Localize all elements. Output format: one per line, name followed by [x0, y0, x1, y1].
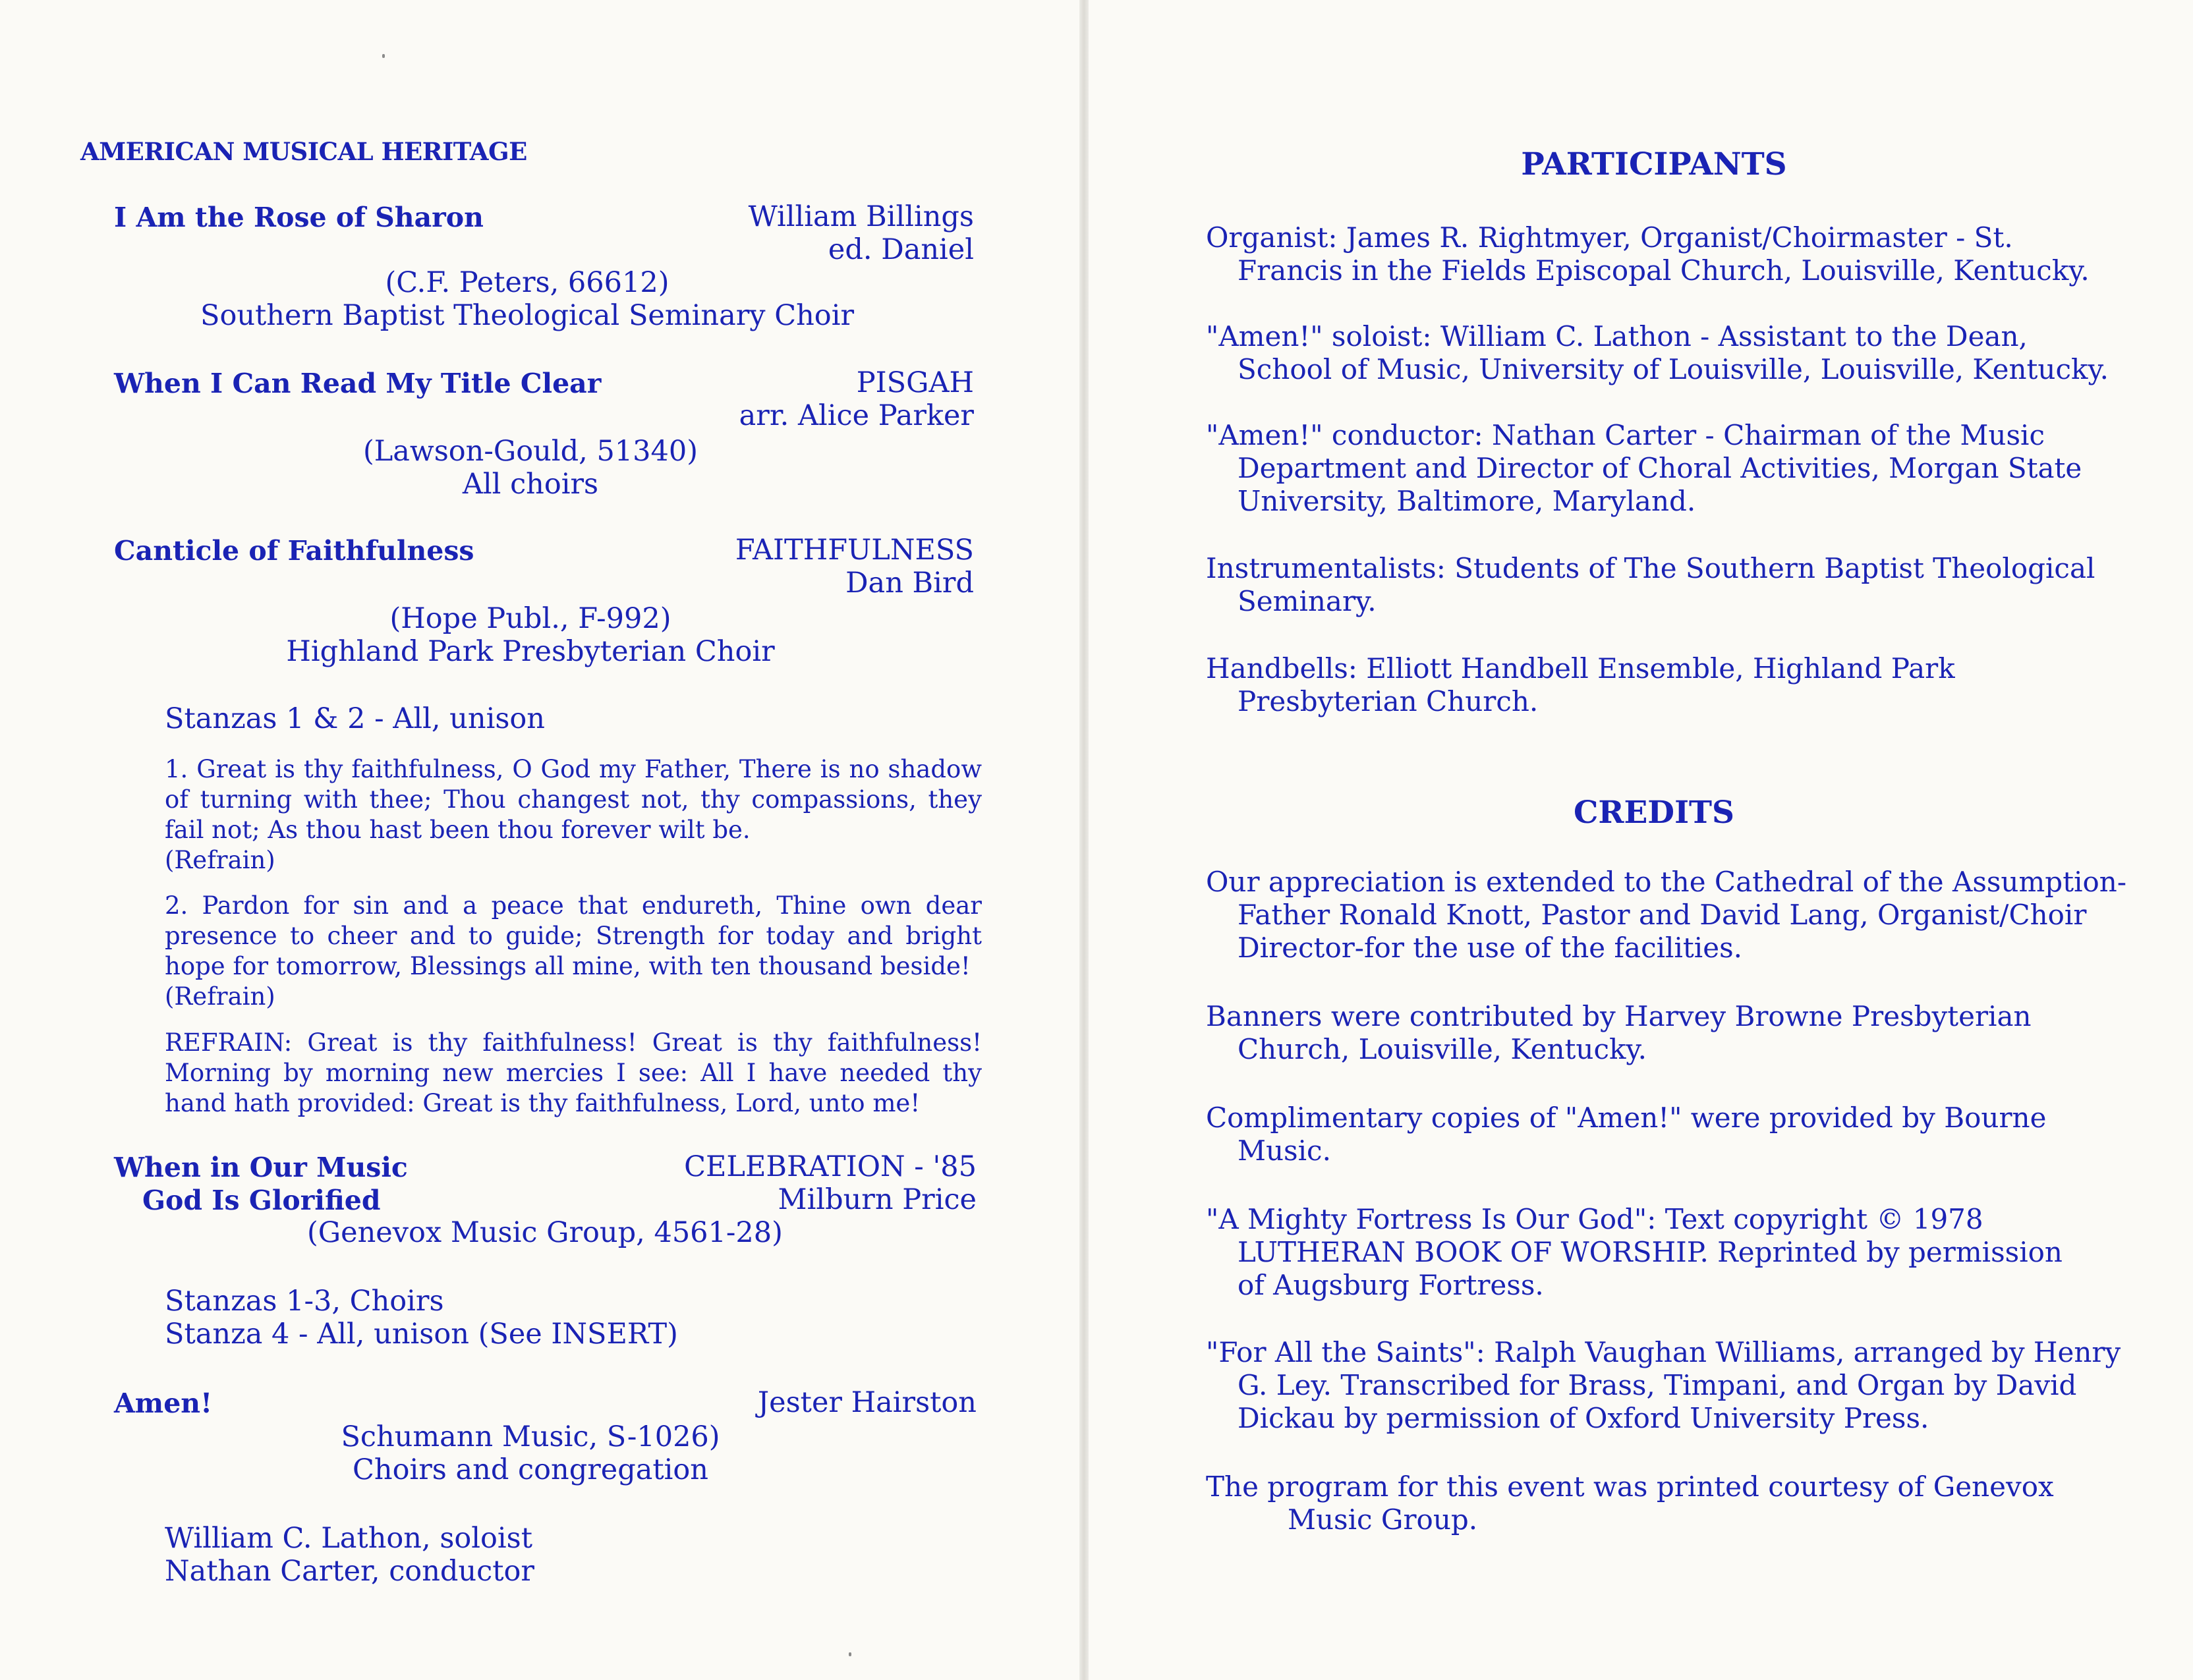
piece-tune-name: FAITHFULNESS — [735, 534, 974, 567]
piece-title: I Am the Rose of Sharon — [114, 202, 484, 233]
piece-composer: Dan Bird — [845, 567, 974, 600]
credits-heading: CREDITS — [1574, 795, 1734, 831]
page-fold — [1079, 0, 1089, 1680]
performance-note: Stanza 4 - All, unison (See INSERT) — [165, 1318, 678, 1351]
piece-publisher: (Genevox Music Group, 4561-28) — [307, 1216, 783, 1249]
scan-speck — [849, 1652, 851, 1656]
participant-organist: Organist: James R. Rightmyer, Organist/Choirmaster - St. Francis in the Fields Episcopal Church, Louisville, Kentucky. — [1206, 221, 2090, 287]
refrain-label: (Refrain) — [165, 846, 275, 874]
piece-publisher: (Hope Publ., F-992) — [389, 602, 671, 635]
piece-tune-name: PISGAH — [856, 366, 974, 399]
piece-title: When I Can Read My Title Clear — [114, 368, 602, 399]
piece-publisher: Schumann Music, S-1026) — [341, 1420, 720, 1453]
piece-composer: Milburn Price — [778, 1183, 977, 1216]
piece-composer: Jester Hairston — [757, 1386, 977, 1419]
hymn-refrain: REFRAIN: Great is thy faithfulness! Great is thy faithfulness! Morning by morning new mercies I see: All I have needed thy hand hath provided: Great is thy faithfulness, Lord, unto me! — [165, 1028, 982, 1117]
piece-performer: Choirs and congregation — [352, 1453, 709, 1486]
performance-note: Stanzas 1-3, Choirs — [165, 1285, 444, 1318]
participant-soloist: "Amen!" soloist: William C. Lathon - Assistant to the Dean, School of Music, University of Louisville, Louisville, Kentucky. — [1206, 320, 2109, 385]
piece-editor: ed. Daniel — [828, 233, 974, 266]
participants-heading: PARTICIPANTS — [1521, 146, 1787, 182]
piece-title: When in Our Music — [114, 1152, 408, 1183]
piece-performer: Southern Baptist Theological Seminary Choir — [200, 299, 855, 332]
piece-title: Canticle of Faithfulness — [114, 535, 474, 567]
credit-copies: Complimentary copies of "Amen!" were provided by Bourne Music. — [1206, 1102, 2047, 1167]
credit-banners: Banners were contributed by Harvey Browne Presbyterian Church, Louisville, Kentucky. — [1206, 1000, 2032, 1065]
piece-title: Amen! — [114, 1387, 213, 1419]
credit-program-printing: The program for this event was printed courtesy of Genevox Music Group. — [1206, 1470, 2054, 1536]
hymn-stanza-2: 2. Pardon for sin and a peace that endureth, Thine own dear presence to cheer and to guide; Strength for today and bright hope for tomorrow, Blessings all mine, with ten thousand beside! (Refrain) — [165, 891, 982, 1011]
participant-handbells: Handbells: Elliott Handbell Ensemble, Highland Park Presbyterian Church. — [1206, 652, 1955, 717]
piece-arranger: arr. Alice Parker — [739, 399, 974, 432]
section-title: AMERICAN MUSICAL HERITAGE — [80, 137, 527, 166]
conductor-credit: Nathan Carter, conductor — [165, 1555, 534, 1588]
piece-publisher: (C.F. Peters, 66612) — [385, 266, 669, 299]
piece-tune-name: CELEBRATION - '85 — [684, 1150, 977, 1183]
credit-for-all-the-saints: "For All the Saints": Ralph Vaughan Williams, arranged by Henry G. Ley. Transcribed for Brass, Timpani, and Organ by David Dickau by permission of Oxford University Press. — [1206, 1336, 2121, 1434]
participant-instrumentalists: Instrumentalists: Students of The Southern Baptist Theological Seminary. — [1206, 552, 2095, 617]
piece-performer: Highland Park Presbyterian Choir — [286, 635, 775, 668]
hymn-stanza-1: 1. Great is thy faithfulness, O God my Father, There is no shadow of turning with thee; Thou changest not, thy compassions, they fail not; As thou hast been thou forever wilt be. (Refrain) — [165, 755, 982, 874]
soloist-credit: William C. Lathon, soloist — [165, 1522, 533, 1555]
scan-speck — [382, 54, 385, 58]
performance-note: Stanzas 1 & 2 - All, unison — [165, 702, 545, 735]
piece-performer: All choirs — [462, 468, 599, 501]
refrain-label: (Refrain) — [165, 982, 275, 1011]
piece-title-continued: God Is Glorified — [142, 1185, 381, 1216]
credit-cathedral: Our appreciation is extended to the Cathedral of the Assumption- Father Ronald Knott, Pastor and David Lang, Organist/Choir Director-for the use of the facilities. — [1206, 866, 2127, 964]
credit-mighty-fortress: "A Mighty Fortress Is Our God": Text copyright © 1978 LUTHERAN BOOK OF WORSHIP. Reprinted by permission of Augsburg Fortress. — [1206, 1203, 2063, 1301]
participant-conductor: "Amen!" conductor: Nathan Carter - Chairman of the Music Department and Director of Choral Activities, Morgan State University, Baltimore, Maryland. — [1206, 419, 2082, 517]
piece-composer: William Billings — [748, 200, 974, 233]
piece-publisher: (Lawson-Gould, 51340) — [362, 435, 698, 468]
